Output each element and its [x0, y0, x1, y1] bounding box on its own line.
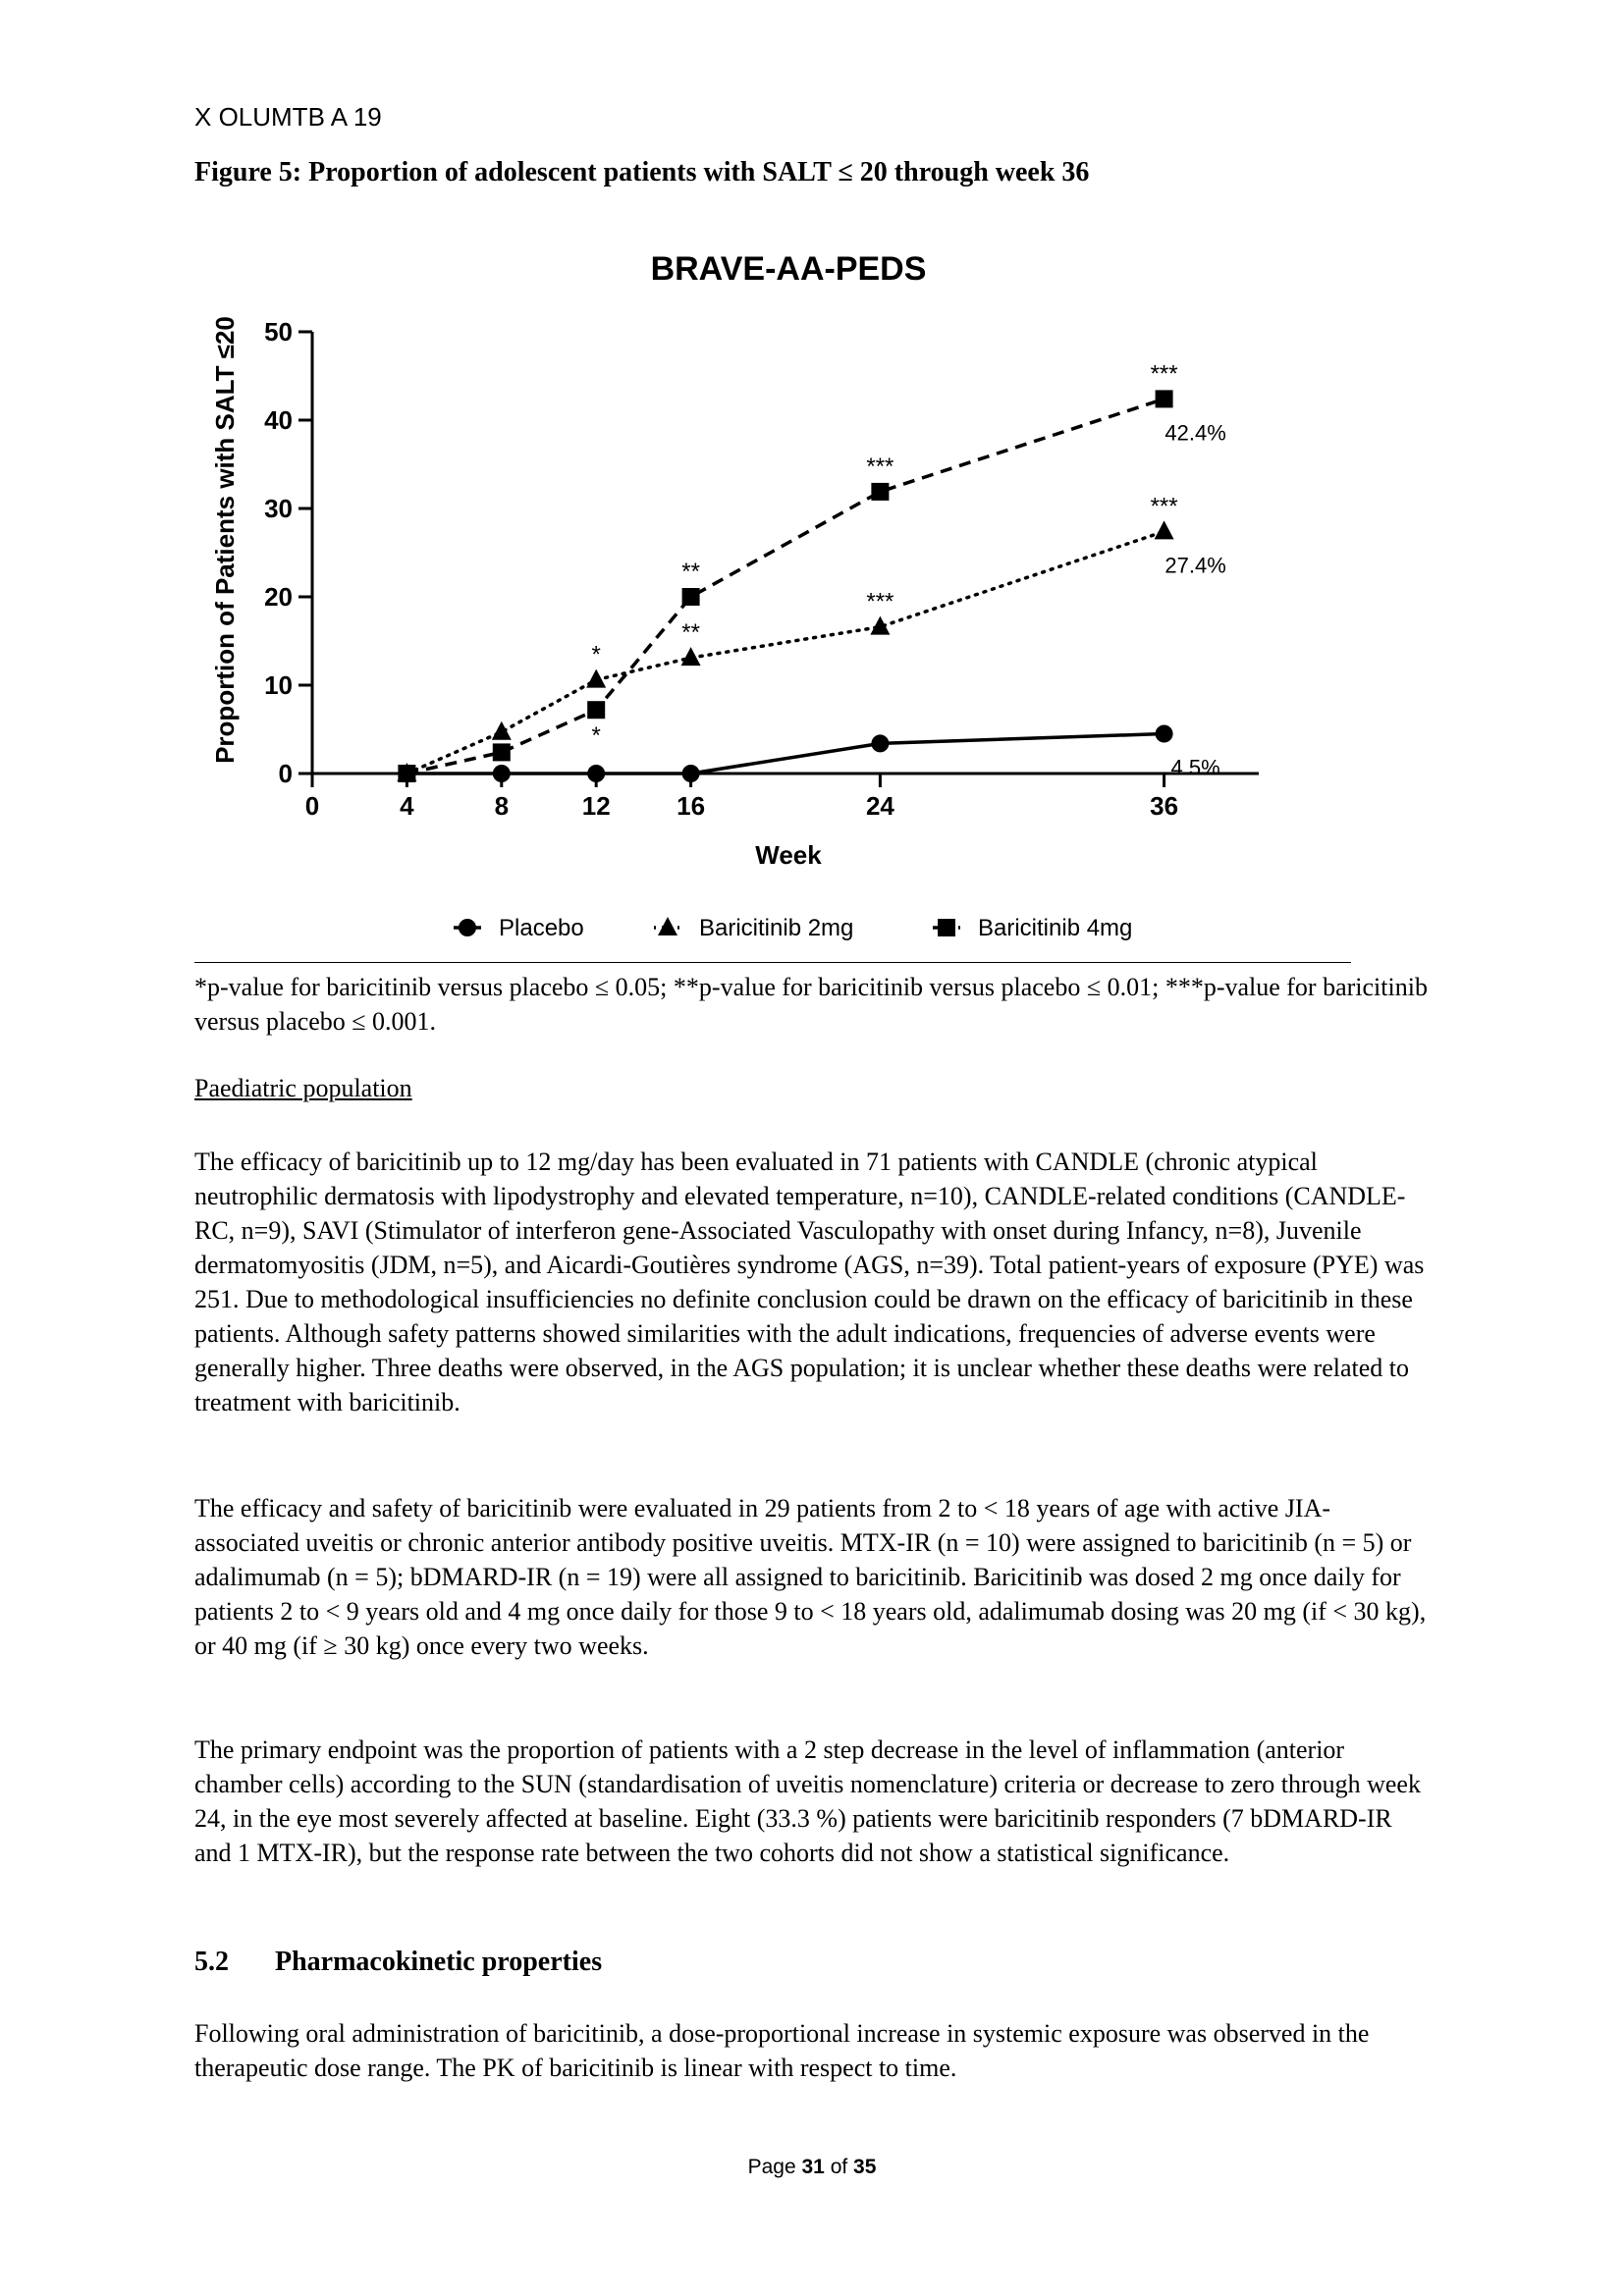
legend-label: Baricitinib 2mg: [699, 915, 854, 941]
y-tick-label: 40: [264, 405, 293, 435]
salt-chart: [194, 236, 1294, 957]
paediatric-paragraph-1: The efficacy of baricitinib up to 12 mg/day has been evaluated in 71 patients with CANDLE (chronic atypical neutrophilic dermatosis with lipodystrophy and elevated temperature, n=10), CANDLE-related conditions (CANDLE-RC, n=9), SAVI (Stimulator of interferon gene-Associated Vasculopathy with onset during Infancy, n=8), Juvenile dermatomyositis (JDM, n=5), and Aicardi-Goutières syndrome (AGS, n=39). Total patient-years of exposure (PYE) was 251. Due to methodological insufficiencies no definite conclusion could be drawn on the efficacy of baricitinib in these patients. Although safety patterns showed similarities with the adult indications, frequencies of adverse events were generally higher. Three deaths were observed, in the AGS population; it is unclear whether these deaths were related to treatment with baricitinib.: [194, 1148, 1425, 1416]
figure-footnote: *p-value for baricitinib versus placebo ≤ 0.05; **p-value for baricitinib versus placebo ≤ 0.01; ***p-value for baricitinib versus placebo ≤ 0.001.: [194, 973, 1428, 1036]
significance-label: **: [681, 559, 700, 585]
data-point: [1155, 520, 1174, 539]
legend-marker: [658, 917, 677, 935]
legend-marker: [459, 919, 476, 936]
data-point: [587, 701, 605, 719]
paediatric-paragraph-3: The primary endpoint was the proportion of patients with a 2 step decrease in the level of inflammation (anterior chamber cells) according to the SUN (standardisation of uveitis nomenclature) criteria or decrease to zero through week 24, in the eye most severely affected at baseline. Eight (33.3 %) patients were baricitinib responders (7 bDMARD-IR and 1 MTX-IR), but the response rate between the two cohorts did not show a statistical significance.: [194, 1735, 1421, 1867]
data-point: [870, 616, 890, 635]
legend-marker: [938, 919, 955, 936]
y-tick-label: 20: [264, 582, 293, 612]
x-tick-label: 8: [494, 791, 510, 821]
significance-label: *: [591, 722, 601, 750]
x-tick-label: 12: [581, 791, 611, 821]
series-square: [398, 360, 1225, 782]
data-point: [586, 669, 606, 688]
y-axis-label: Proportion of Patients with SALT ≤20: [210, 316, 240, 764]
section-number: 5.2: [194, 1947, 229, 1977]
page-number: [0, 2156, 1624, 2179]
data-point: [398, 765, 415, 782]
data-point: [681, 647, 701, 666]
x-tick-label: 16: [677, 791, 706, 821]
legend-item: [933, 915, 1132, 941]
data-point: [493, 765, 511, 782]
footnote-rule: [194, 962, 1351, 963]
significance-label: **: [681, 619, 700, 647]
data-point: [871, 734, 889, 752]
x-tick-label: 0: [304, 791, 320, 821]
data-point: [682, 765, 700, 782]
series-line: [406, 399, 1164, 774]
significance-label: ***: [1150, 493, 1178, 520]
significance-label: ***: [866, 588, 894, 615]
page-current: 31: [801, 2156, 825, 2178]
legend-label: Placebo: [499, 915, 584, 941]
significance-label: *: [591, 641, 601, 668]
chart-series: [397, 360, 1225, 782]
x-axis-label: Week: [755, 840, 822, 870]
page-prefix: Page: [747, 2156, 796, 2178]
end-value-label: 42.4%: [1164, 420, 1226, 446]
y-tick-label: 0: [278, 759, 293, 788]
data-point: [871, 483, 889, 501]
legend-item: [454, 915, 584, 941]
data-point: [682, 588, 700, 606]
data-point: [492, 721, 512, 740]
data-point: [1156, 390, 1173, 407]
chart-title: BRAVE-AA-PEDS: [650, 250, 927, 288]
significance-label: ***: [866, 453, 894, 480]
series-line: [406, 734, 1164, 774]
x-tick-label: 36: [1150, 791, 1179, 821]
paediatric-paragraph-2: The efficacy and safety of baricitinib were evaluated in 29 patients from 2 to < 18 years of age with active JIA-associated uveitis or chronic anterior antibody positive uveitis. MTX-IR (n = 10) were assigned to baricitinib (n = 5) or adalimumab (n = 5); bDMARD-IR (n = 19) were all assigned to baricitinib. Baricitinib was dosed 2 mg once daily for patients 2 to < 9 years old and 4 mg once daily for those 9 to < 18 years old, adalimumab dosing was 20 mg (if < 30 kg), or 40 mg (if ≥ 30 kg) once every two weeks.: [194, 1494, 1427, 1660]
data-point: [587, 765, 605, 782]
series-triangle: [397, 493, 1225, 781]
figure-caption: Figure 5: Proportion of adolescent patients with SALT ≤ 20 through week 36: [194, 157, 1090, 187]
end-value-label: 4.5%: [1170, 755, 1220, 780]
data-point: [493, 743, 511, 761]
end-value-label: 27.4%: [1164, 553, 1226, 578]
page-of: of: [830, 2156, 848, 2178]
y-tick-label: 30: [264, 494, 293, 523]
data-point: [1156, 725, 1173, 743]
x-tick-label: 4: [400, 791, 414, 821]
significance-label: ***: [1150, 360, 1178, 388]
page-total: 35: [853, 2156, 877, 2178]
paediatric-heading: Paediatric population: [194, 1074, 412, 1102]
y-tick-label: 50: [264, 317, 293, 347]
pharmacokinetic-paragraph: Following oral administration of baricitinib, a dose-proportional increase in systemic exposure was observed in the therapeutic dose range. The PK of baricitinib is linear with respect to time.: [194, 2019, 1370, 2082]
section-title: Pharmacokinetic properties: [275, 1947, 603, 1977]
document-header-code: X OLUMTB A 19: [194, 102, 382, 132]
chart-axes: [264, 317, 1259, 821]
chart-legend: [454, 915, 1132, 941]
legend-item: [654, 915, 853, 941]
legend-label: Baricitinib 4mg: [978, 915, 1133, 941]
y-tick-label: 10: [264, 670, 293, 700]
x-tick-label: 24: [865, 791, 894, 821]
